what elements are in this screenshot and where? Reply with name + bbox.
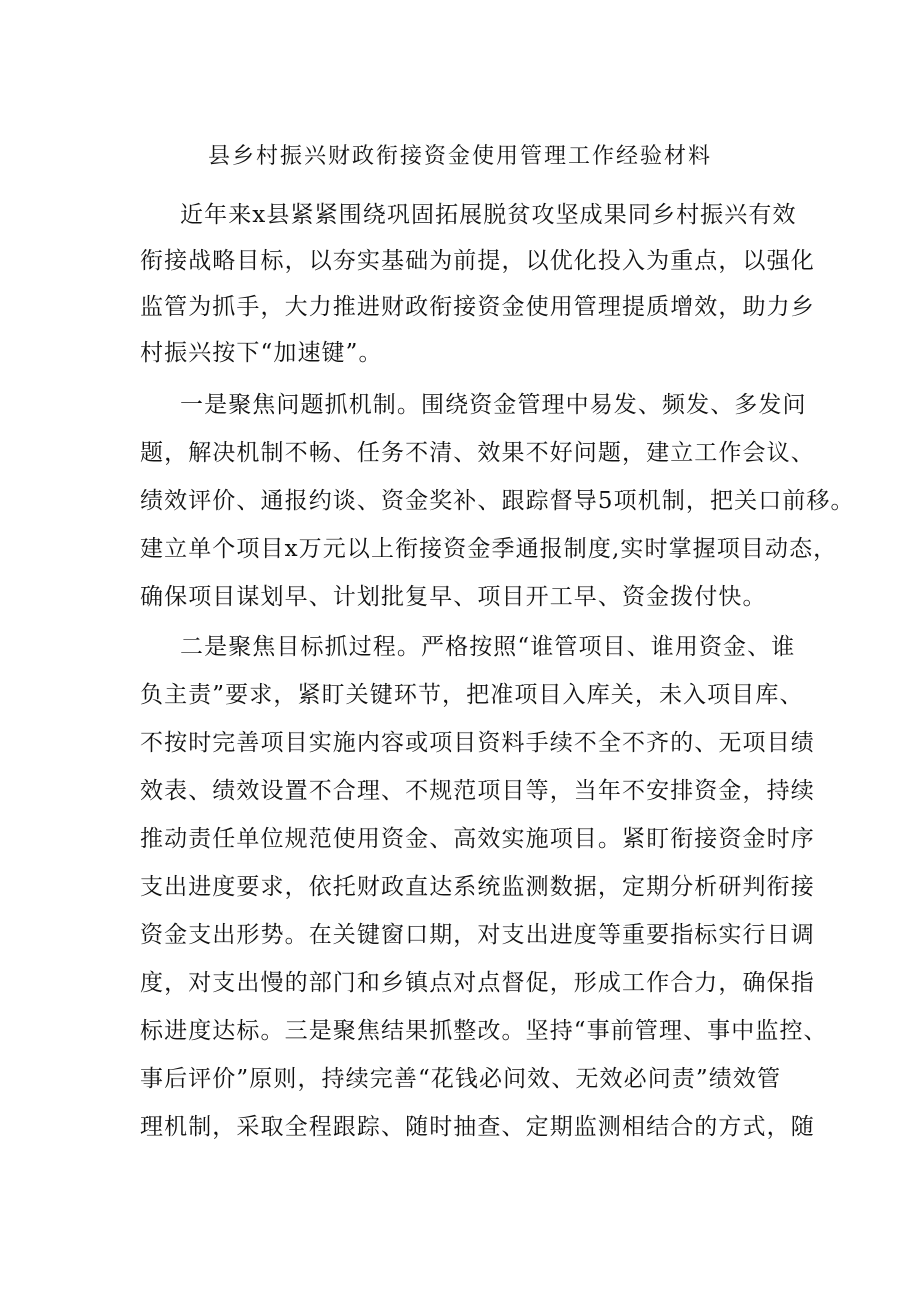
text-line: 理机制，采取全程跟踪、随时抽查、定期监测相结合的方式，随 <box>140 1114 815 1140</box>
text-line: 确保项目谋划早、计划批复早、项目开工早、资金拨付快。 <box>140 584 767 610</box>
text-line: 事后评价”原则，持续完善“花钱必问效、无效必问责”绩效管 <box>140 1066 782 1092</box>
text-line: 资金支出形势。在关键窗口期，对支出进度等重要指标实行日调 <box>140 922 815 948</box>
text-line: 一是聚焦问题抓机制。围绕资金管理中易发、频发、多发问 <box>180 392 807 418</box>
text-line: 二是聚焦目标抓过程。严格按照“谁管项目、谁用资金、谁 <box>180 634 796 660</box>
text-line: 标进度达标。三是聚焦结果抓整改。坚持“事前管理、事中监控、 <box>140 1018 828 1044</box>
text-line: 度，对支出慢的部门和乡镇点对点督促，形成工作合力，确保指 <box>140 970 815 996</box>
text-line: 推动责任单位规范使用资金、高效实施项目。紧盯衔接资金时序 <box>140 826 815 852</box>
text-line: 绩效评价、通报约谈、资金奖补、跟踪督导5项机制，把关口前移。 <box>140 488 855 514</box>
text-line: 不按时完善项目实施内容或项目资料手续不全不齐的、无项目绩 <box>140 730 815 756</box>
text-line: 村振兴按下“加速键”。 <box>140 340 383 366</box>
text-line: 题，解决机制不畅、任务不清、效果不好问题，建立工作会议、 <box>140 440 815 466</box>
text-line: 近年来x县紧紧围绕巩固拓展脱贫攻坚成果同乡村振兴有效 <box>180 202 797 228</box>
text-line: 负主责”要求，紧盯关键环节，把准项目入库关，未入项目库、 <box>140 682 804 708</box>
text-line: 衔接战略目标，以夯实基础为前提，以优化投入为重点，以强化 <box>140 248 815 274</box>
document-title: 县乡村振兴财政衔接资金使用管理工作经验材料 <box>207 144 712 169</box>
text-line: 建立单个项目x万元以上衔接资金季通报制度,实时掌握项目动态， <box>140 536 838 562</box>
text-line: 效表、绩效设置不合理、不规范项目等，当年不安排资金，持续 <box>140 778 815 804</box>
text-line: 监管为抓手，大力推进财政衔接资金使用管理提质增效，助力乡 <box>140 294 815 320</box>
text-line: 支出进度要求，依托财政直达系统监测数据，定期分析研判衔接 <box>140 874 815 900</box>
